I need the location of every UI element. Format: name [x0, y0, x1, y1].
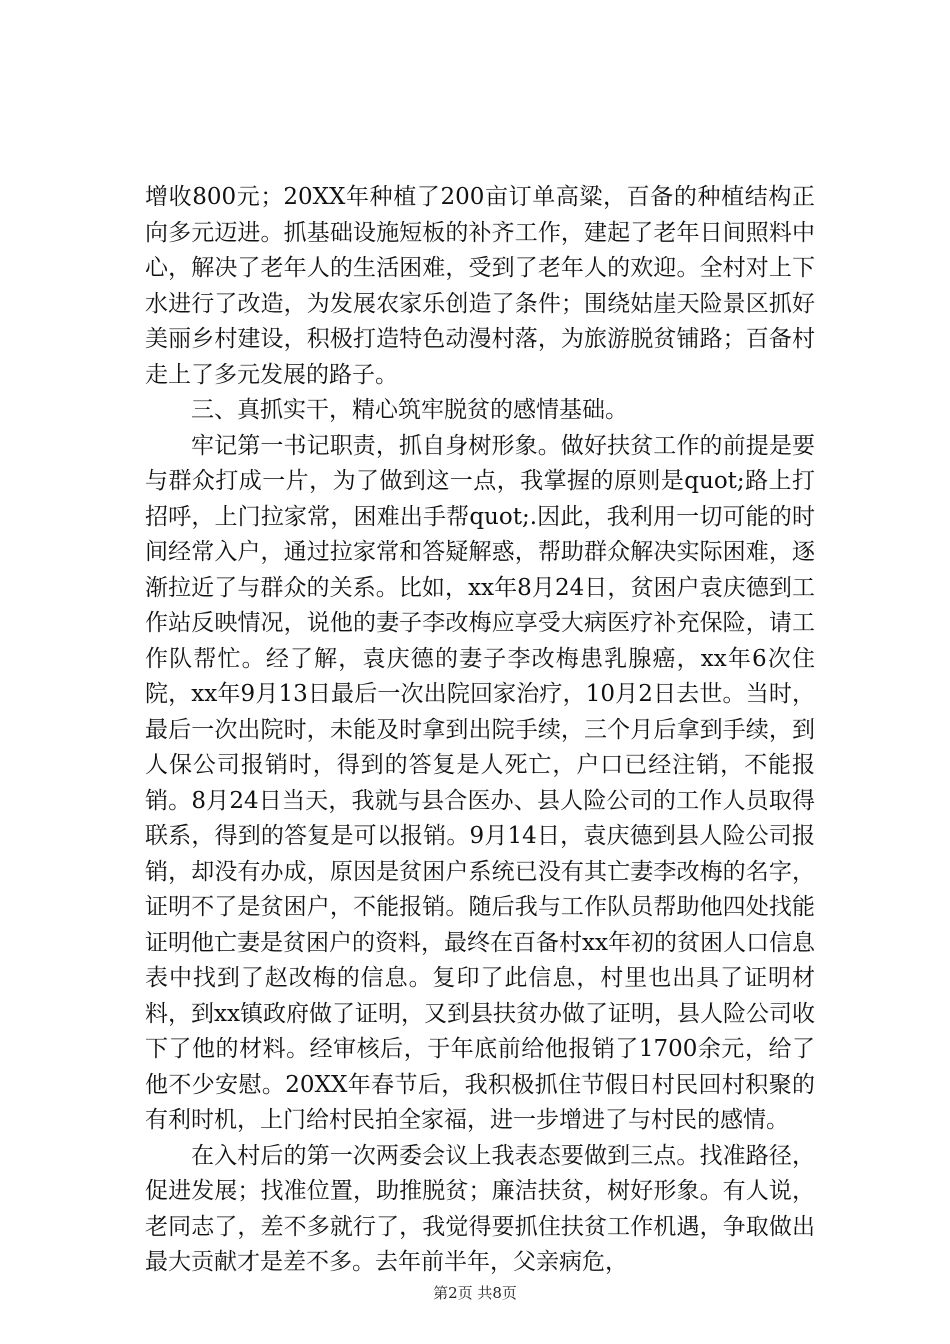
- paragraph-3: 牢记第一书记职责，抓自身树形象。做好扶贫工作的前提是要与群众打成一片，为了做到这一点，我掌握的原则是quot;路上打招呼，上门拉家常，困难出手帮quot;.因此，我利用一切可能的时间经常入户，通过拉家常和答疑解惑，帮助群众解决实际困难，逐渐拉近了与群众的关系。比如，xx年8月24日，贫困户袁庆德到工作站反映情况，说他的妻子李改梅应享受大病医疗补充保险，请工作队帮忙。经了解，袁庆德的妻子李改梅患乳腺癌，xx年6次住院，xx年9月13日最后一次出院回家治疗，10月2日去世。当时，最后一次出院时，未能及时拿到出院手续，三个月后拿到手续，到人保公司报销时，得到的答复是人死亡，户口已经注销，不能报销。8月24日当天，我就与县合医办、县人险公司的工作人员取得联系，得到的答复是可以报销。9月14日，袁庆德到县人险公司报销，却没有办成，原因是贫困户系统已没有其亡妻李改梅的名字，证明不了是贫困户，不能报销。随后我与工作队员帮助他四处找能证明他亡妻是贫困户的资料，最终在百备村xx年初的贫困人口信息表中找到了赵改梅的信息。复印了此信息，村里也出具了证明材料，到xx镇政府做了证明，又到县扶贫办做了证明，县人险公司收下了他的材料。经审核后，于年底前给他报销了1700余元，给了他不少安慰。20XX年春节后，我积极抓住节假日村民回村积聚的有利时机，上门给村民拍全家福，进一步增进了与村民的感情。: [145, 432, 815, 1133]
- page-footer: 第2页 共8页: [433, 1284, 517, 1302]
- document-body: [145, 180, 815, 1281]
- paragraph-4: 在入村后的第一次两委会议上我表态要做到三点。找准路径，促进发展；找准位置，助推脱贫；廉洁扶贫，树好形象。有人说，老同志了，差不多就行了，我觉得要抓住扶贫工作机遇，争取做出最大贡献才是差不多。去年前半年，父亲病危，: [145, 1142, 815, 1275]
- section-heading: 三、真抓实干，精心筑牢脱贫的感情基础。: [191, 397, 628, 423]
- paragraph-1: 增收800元；20XX年种植了200亩订单高粱，百备的种植结构正向多元迈进。抓基础设施短板的补齐工作，建起了老年日间照料中心，解决了老年人的生活困难，受到了老年人的欢迎。全村对上下水进行了改造，为发展农家乐创造了条件；围绕姑崖天险景区抓好美丽乡村建设，积极打造特色动漫村落，为旅游脱贫铺路；百备村走上了多元发展的路子。: [145, 184, 815, 388]
